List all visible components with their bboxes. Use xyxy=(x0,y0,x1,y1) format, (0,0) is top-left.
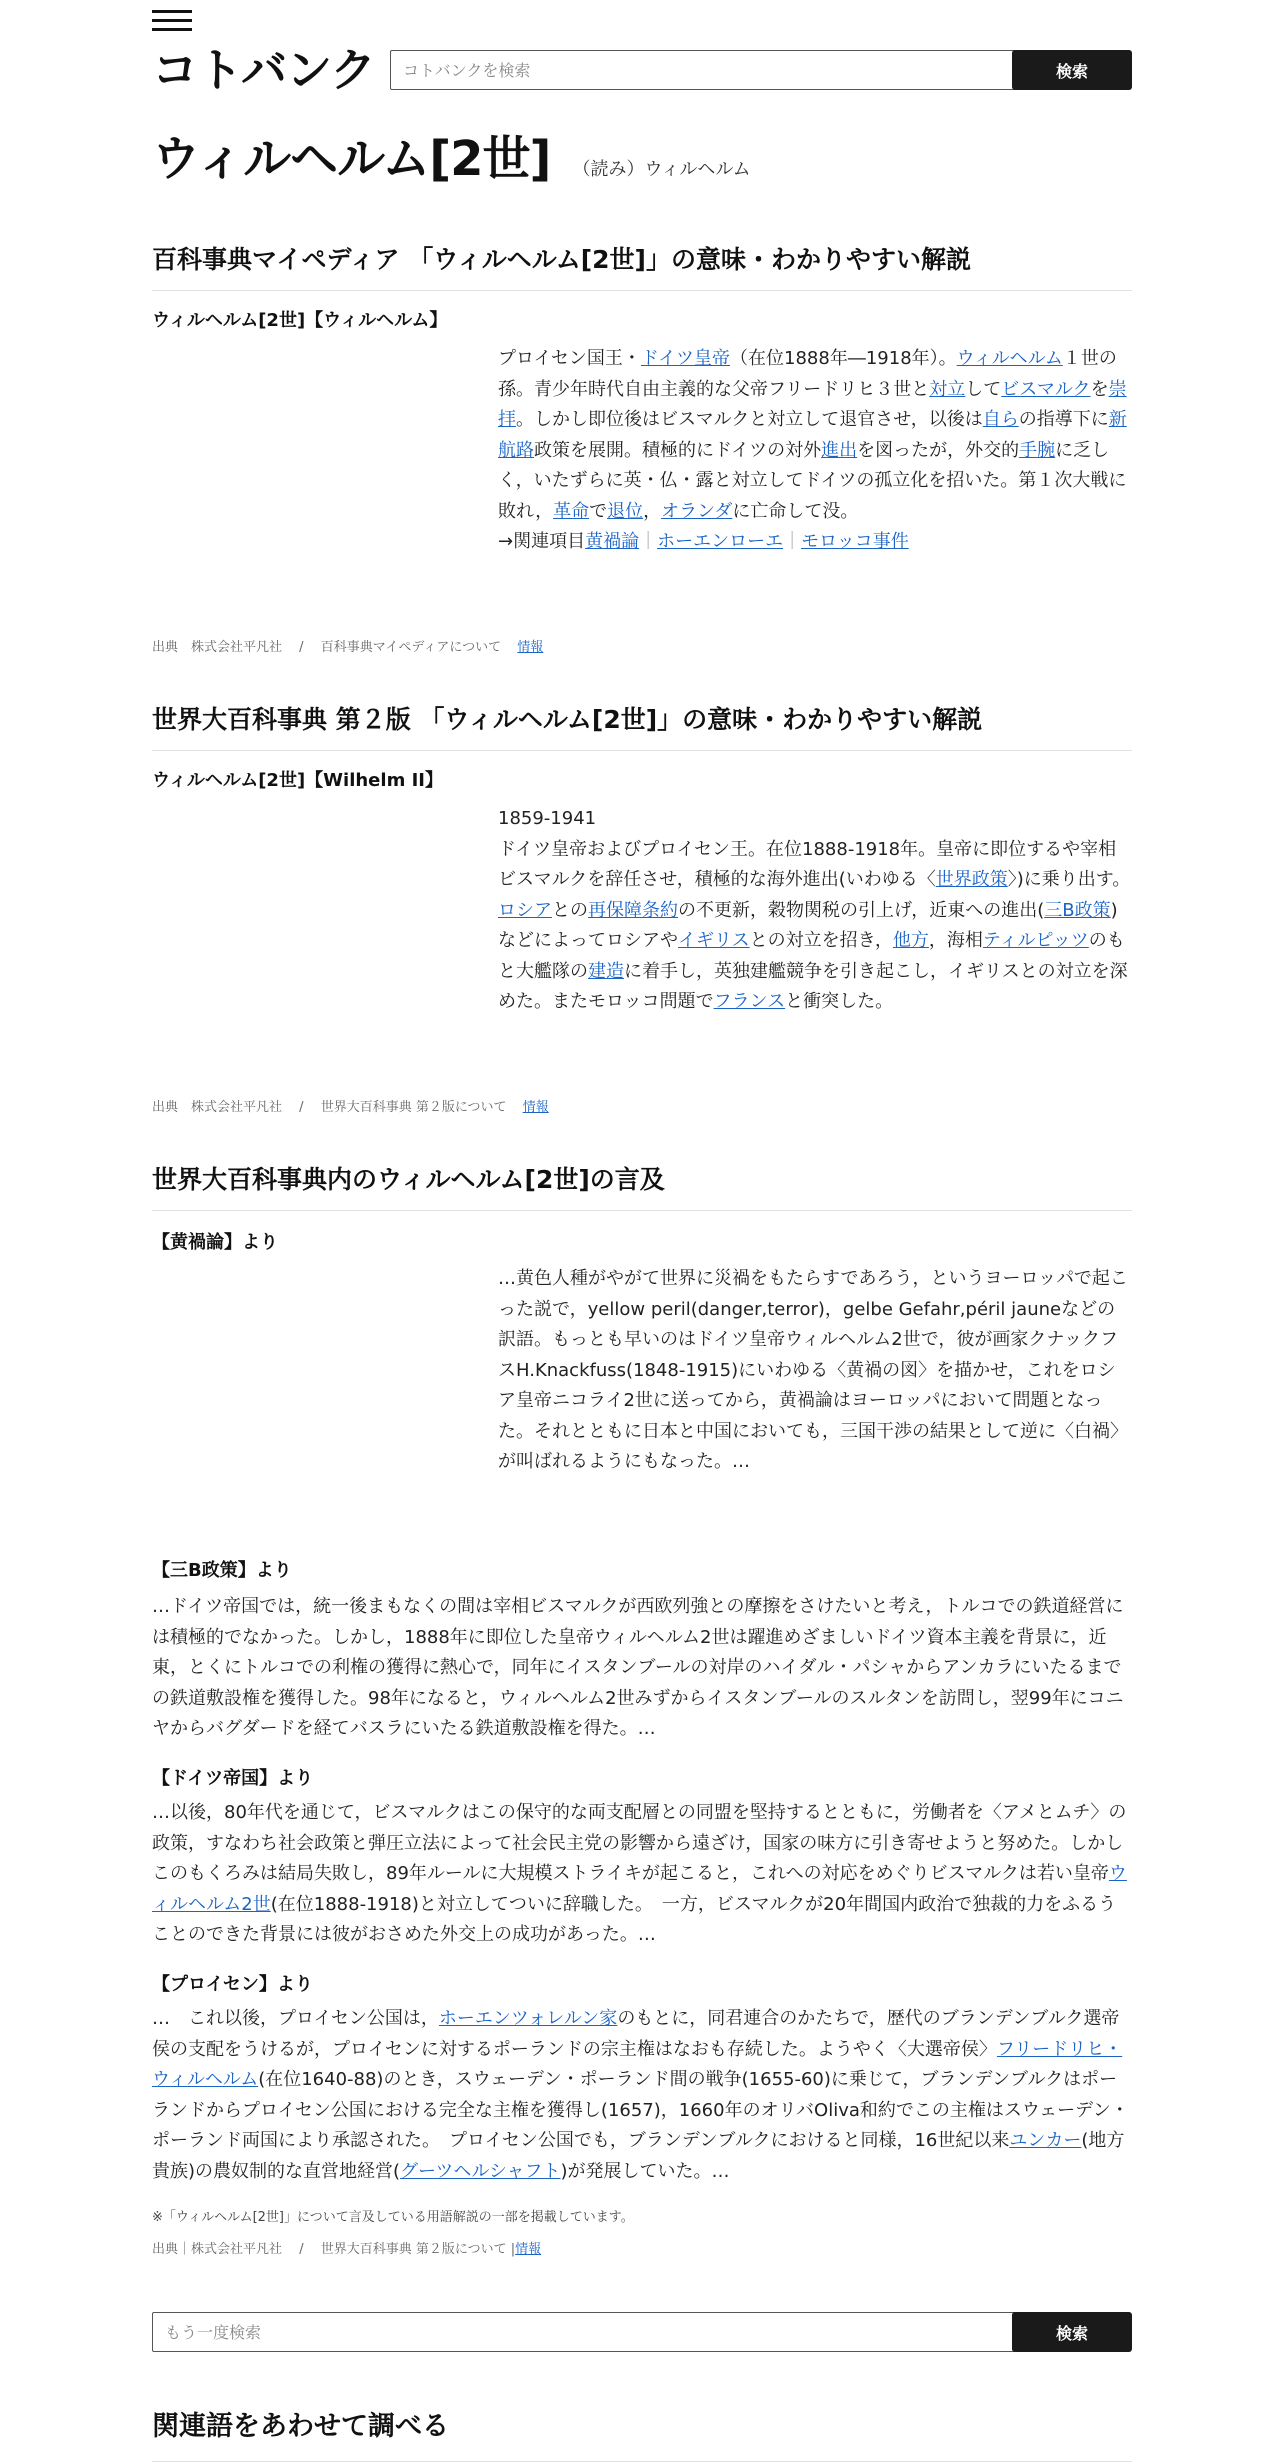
bottom-search-input[interactable] xyxy=(152,2312,1022,2352)
sekai-body-text xyxy=(498,839,1130,1013)
text-run: １世の孫。青少年時代自由主義的な父帝フリードリヒ３世と xyxy=(498,348,1117,400)
text-run: 政策を展開。積極的にドイツの対外 xyxy=(534,439,822,461)
text-run: …黄色人種がやがて世界に災禍をもたらすであろう，というヨーロッパで起こった説で，yellow peril(danger,terror)，gelbe Gefahr,péril jauneなどの訳語。もっとも早いのはドイツ皇帝ウィルヘルム2世で，彼が画家クナックフスH.Knackfuss(1848‐1915)にいわゆる〈黄禍の図〉を描かせ，これをロシア皇帝ニコライ2世に送ってから，黄禍論はヨーロッパにおいて問題となった。それとともに日本と中国においても，三国干渉の結果として逆に〈白禍〉が叫ばれるようにもなった。… xyxy=(498,1268,1128,1472)
mentions-note: ※「ウィルヘルム[2世]」について言及している用語解説の一部を掲載しています。 xyxy=(152,2210,634,2225)
text-run: ドイツ皇帝およびプロイセン王。在位1888‐1918年。皇帝に即位するや宰相ビスマルクを辞任させ，積極的な海外進出(いわゆる〈 xyxy=(498,838,1117,890)
mypedia-dictionary-name: 百科事典マイペディア xyxy=(152,245,400,274)
mentions-source-about: 世界大百科事典 第２版について xyxy=(320,2242,507,2257)
text-run: …ドイツ帝国では，統一後まもなくの間は宰相ビスマルクが西欧列強との摩擦をさけたいと考え，トルコでの鉄道経営には積極的でなかった。しかし，1888年に即位した皇帝ウィルヘルム2世は躍進めざましいドイツ資本主義を背景に，近東，とくにトルコでの利権の獲得に熱心で，同年にイスタンブールの対岸のハイダル・パシャからアンカラにいたるまでの鉄道敷設権を獲得した。98年になると，ウィルヘルム2世みずからイスタンブールのスルタンを訪問し，翌99年にコニヤからバグダードを経てバスラにいたる鉄道敷設権を得た。… xyxy=(152,1596,1124,1739)
inline-link[interactable]: オランダ xyxy=(661,500,733,522)
inline-link[interactable]: フランス xyxy=(713,991,786,1012)
inline-link[interactable]: 建造 xyxy=(588,960,624,982)
title-reading: （読み）ウィルヘルム xyxy=(572,159,751,180)
inline-link[interactable]: ホーエンツォレルン家 xyxy=(438,2008,618,2029)
related-link[interactable]: モロッコ事件 xyxy=(801,531,909,552)
sekai-entry-title: ウィルヘルム[2世]【Wilhelm II】 xyxy=(152,770,443,791)
sekai-info-link[interactable]: 情報 xyxy=(522,1100,549,1115)
inline-link[interactable]: 革命 xyxy=(553,500,590,522)
mypedia-heading-rest: 「ウィルヘルム[2世]」の意味・わかりやすい解説 xyxy=(399,245,971,274)
text-run: … これ以後，プロイセン公国は， xyxy=(152,2008,439,2029)
mypedia-entry-title: ウィルヘルム[2世]【ウィルヘルム】 xyxy=(152,310,448,331)
text-run: を図ったが，外交的 xyxy=(857,439,1020,461)
inline-link[interactable]: 崇拝 xyxy=(498,378,1127,430)
mentions-source-publisher: 株式会社平凡社 xyxy=(191,2242,283,2257)
sekai-dates: 1859‐1941 xyxy=(498,808,597,829)
sekai-source-publisher: 出典 株式会社平凡社 xyxy=(152,1100,283,1115)
text-run: と衝突した。 xyxy=(785,991,894,1012)
text-run: に着手し，英独建艦競争を引き起こし，イギリスとの対立を深めた。またモロッコ問題で xyxy=(498,960,1128,1012)
search-button[interactable]: 検索 xyxy=(1012,50,1132,90)
text-run: で xyxy=(589,500,608,522)
mentions-heading-dict: 世界大百科事典 xyxy=(152,1165,328,1194)
inline-link[interactable]: 自ら xyxy=(982,409,1019,430)
mypedia-source-publisher: 出典 株式会社平凡社 xyxy=(152,640,283,655)
inline-link[interactable]: グーツヘルシャフト xyxy=(400,2160,561,2182)
mentions-heading-term: ウィルヘルム[2世] xyxy=(377,1165,590,1194)
text-run: の不更新，穀物関税の引上げ，近東への進出( xyxy=(678,899,1045,921)
text-run: ， xyxy=(643,500,662,522)
related-links xyxy=(585,531,909,552)
text-run: 。しかし即位後はビスマルクと対立して退官させ，以後は xyxy=(516,409,983,430)
sekai-dictionary-name: 世界大百科事典 第２版 xyxy=(152,705,411,734)
text-run: (在位1640‐88)のとき，スウェーデン・ポーランド間の戦争(1655‐60)に乗じて，ブランデンブルクはポーランドからプロイセン公国における完全な主権を獲得し(1657)，1660年のオリバOliva和約でこの主権はスウェーデン・ポーランド両国により承認された。 プロイセン公国でも，ブランデンブルクにおけると同様，16世紀以来 xyxy=(152,2069,1129,2151)
mention-body-3b xyxy=(152,1592,1132,1745)
mentions-heading-tail: の言及 xyxy=(589,1165,665,1194)
separator: ｜ xyxy=(639,531,658,552)
text-run: )が発展していた。… xyxy=(560,2160,730,2182)
related-link[interactable]: ホーエンローエ xyxy=(657,531,784,552)
text-run: の指導下に xyxy=(1018,409,1109,430)
mention-body-prussia xyxy=(152,2004,1132,2187)
mentions-section-heading xyxy=(152,1160,1132,1211)
mention-title-3b: 【三B政策】より xyxy=(152,1560,292,1581)
sekai-source-about: 世界大百科事典 第２版について xyxy=(320,1100,507,1115)
sekai-heading-rest: 「ウィルヘルム[2世]」の意味・わかりやすい解説 xyxy=(410,705,983,734)
inline-link[interactable]: ウィルヘルム xyxy=(956,348,1063,369)
inline-link[interactable]: 対立 xyxy=(929,378,966,400)
sekai-source xyxy=(152,1096,549,1115)
inline-link[interactable]: ウィルヘルム2世 xyxy=(152,1863,1127,1915)
text-run: を xyxy=(1090,378,1109,400)
text-run: 〉)に乗り出す。 xyxy=(1007,869,1131,890)
mention-title-prussia: 【プロイセン】より xyxy=(152,1974,313,1995)
text-run: （在位1888年―1918年）。 xyxy=(730,348,957,369)
separator: | xyxy=(506,2242,516,2257)
mentions-source xyxy=(152,2238,541,2257)
menu-icon[interactable] xyxy=(152,10,192,32)
text-run: との対立を招き， xyxy=(749,930,893,951)
related-terms-heading: 関連語をあわせて調べる xyxy=(152,2404,1132,2462)
inline-link[interactable]: ティルピッツ xyxy=(982,930,1089,951)
mypedia-source xyxy=(152,636,543,655)
separator: / xyxy=(286,640,317,655)
mention-text xyxy=(152,1596,1124,1739)
search-input[interactable] xyxy=(390,50,1022,90)
mentions-heading-mid: 内の xyxy=(327,1165,378,1194)
text-run: ，海相 xyxy=(928,930,983,951)
inline-link[interactable]: 退位 xyxy=(607,500,644,522)
separator: ｜ xyxy=(178,2242,192,2257)
inline-link[interactable]: 再保障条約 xyxy=(588,899,678,921)
separator: / xyxy=(286,1100,317,1115)
page-title-row xyxy=(152,120,751,189)
mypedia-section-heading xyxy=(152,240,1132,291)
inline-link[interactable]: ビスマルク xyxy=(1001,378,1091,400)
text-run: )などによってロシアや xyxy=(498,899,1118,951)
inline-link[interactable]: ロシア xyxy=(498,899,552,921)
mention-text xyxy=(498,1268,1128,1472)
mypedia-source-about: 百科事典マイペディアについて xyxy=(320,640,502,655)
mention-text xyxy=(152,2008,1129,2182)
inline-link[interactable]: 手腕 xyxy=(1019,439,1056,461)
sekai-section-heading xyxy=(152,700,1132,751)
bottom-search-button[interactable]: 検索 xyxy=(1012,2312,1132,2352)
mention-title-kokaron: 【黄禍論】より xyxy=(152,1232,278,1253)
inline-link[interactable]: イギリス xyxy=(678,930,750,951)
text-run: (地方貴族)の農奴制的な直営地経営( xyxy=(152,2130,1125,2182)
text-run: との xyxy=(552,899,588,921)
mentions-source-label: 出典 xyxy=(152,2242,179,2257)
mentions-info-link[interactable]: 情報 xyxy=(515,2242,542,2257)
mention-body-german-empire xyxy=(152,1798,1132,1951)
related-label: →関連項目 xyxy=(498,531,586,552)
mention-title-german-empire: 【ドイツ帝国】より xyxy=(152,1768,314,1789)
separator: / xyxy=(286,2242,317,2257)
mypedia-info-link[interactable]: 情報 xyxy=(517,640,544,655)
text-run: (在位1888‐1918)と対立してついに辞職した。 一方，ビスマルクが20年間国内政治で独裁的力をふるうことのできた背景には彼がおさめた外交上の成功があった。… xyxy=(152,1893,1117,1945)
mypedia-entry-body xyxy=(498,344,1132,558)
inline-link[interactable]: フリードリヒ・ウィルヘルム xyxy=(152,2038,1123,2090)
inline-link[interactable]: 三B政策 xyxy=(1044,899,1111,921)
text-run: …以後，80年代を通じて，ビスマルクはこの保守的な両支配層との同盟を堅持するとともに，労働者を〈アメとムチ〉の政策，すなわち社会政策と弾圧立法によって社会民主党の影響から遠ざけ，国家の味方に引き寄せようと努めた。しかしこのもくろみは結局失敗し，89年ルールに大規模ストライキが起こると，これへの対応をめぐりビスマルクは若い皇帝 xyxy=(152,1802,1127,1884)
inline-link[interactable]: 他方 xyxy=(892,930,929,951)
text-run: のもと大艦隊の xyxy=(498,930,1125,982)
sekai-entry-body xyxy=(498,804,1132,1018)
text-run: に亡命して没。 xyxy=(732,500,859,522)
mention-body-kokaron xyxy=(498,1264,1132,1478)
page-title: ウィルヘルム[2世] xyxy=(152,131,551,187)
text-run: に乏しく，いたずらに英・仏・露と対立してドイツの孤立化を招いた。第１次大戦に敗れ， xyxy=(498,439,1127,522)
text-run: のもとに，同君連合のかたちで，歴代のブランデンブルク選帝侯の支配をうけるが，プロイセンに対するポーランドの宗主権はなおも存続した。ようやく〈大選帝侯〉 xyxy=(152,2008,1120,2060)
inline-link[interactable]: 進出 xyxy=(821,439,858,461)
inline-link[interactable]: 世界政策 xyxy=(935,869,1008,890)
related-link[interactable]: 黄禍論 xyxy=(585,531,640,552)
inline-link[interactable]: ドイツ皇帝 xyxy=(640,348,731,369)
text-run: して xyxy=(965,378,1002,400)
site-logo[interactable]: コトバンク xyxy=(152,43,376,97)
inline-link[interactable]: ユンカー xyxy=(1009,2130,1082,2151)
text-run: プロイセン国王・ xyxy=(498,348,641,369)
mention-text xyxy=(152,1802,1127,1945)
mypedia-body-text xyxy=(498,348,1127,522)
inline-link[interactable]: 新航路 xyxy=(498,409,1127,461)
separator: ｜ xyxy=(783,531,802,552)
